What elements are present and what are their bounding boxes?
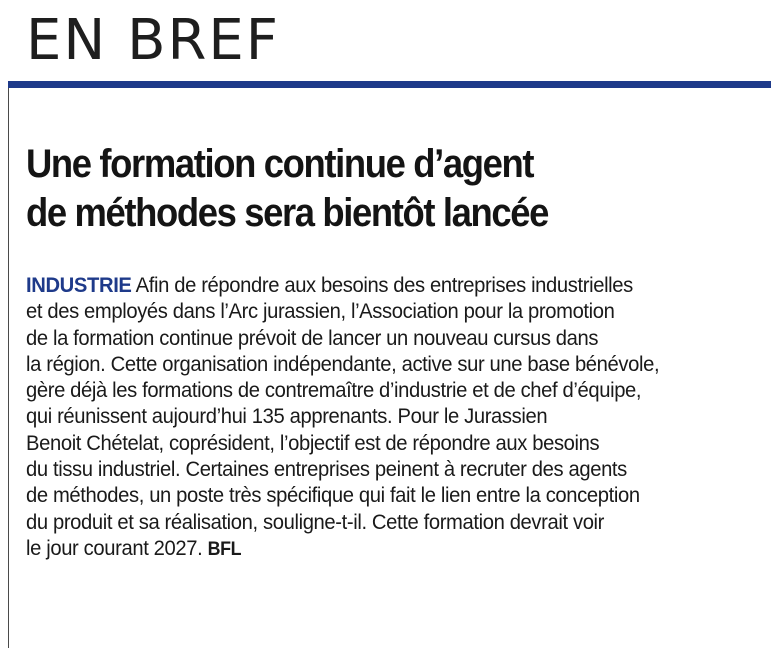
body-line: de méthodes, un poste très spécifique qui fait le lien entre la conception [26,483,640,508]
column-border [8,88,9,648]
body-line: du produit et sa réalisation, souligne-t-il. Cette formation devrait voir [26,509,605,534]
body-line: du tissu industriel. Certaines entreprises peinent à recruter des agents [26,457,627,482]
body-line: qui réunissent aujourd’hui 135 apprenants. Pour le Jurassien [26,404,548,429]
body-line-text: Afin de répondre aux besoins des entreprises industrielles [135,273,633,297]
headline-line: de méthodes sera bientôt lancée [26,191,549,235]
body-line: gère déjà les formations de contremaître d’industrie et de chef d’équipe, [26,378,642,403]
body-line: Benoit Chételat, coprésident, l’objectif est de répondre aux besoins [26,430,600,455]
article-headline [26,140,695,238]
article-body [26,272,740,563]
body-line [26,535,740,563]
body-line: et des employés dans l’Arc jurassien, l’Association pour la promotion [26,299,615,324]
headline-line: Une formation continue d’agent [26,142,534,186]
section-divider [8,81,771,88]
author-signature: BFL [207,538,242,560]
body-line [26,272,740,298]
body-line-text: le jour courant 2027. [26,535,203,560]
article-kicker: INDUSTRIE [26,273,132,297]
body-line: de la formation continue prévoit de lancer un nouveau cursus dans [26,325,599,350]
body-line: la région. Cette organisation indépendante, active sur une base bénévole, [26,351,660,376]
section-title: EN BREF [26,8,280,73]
